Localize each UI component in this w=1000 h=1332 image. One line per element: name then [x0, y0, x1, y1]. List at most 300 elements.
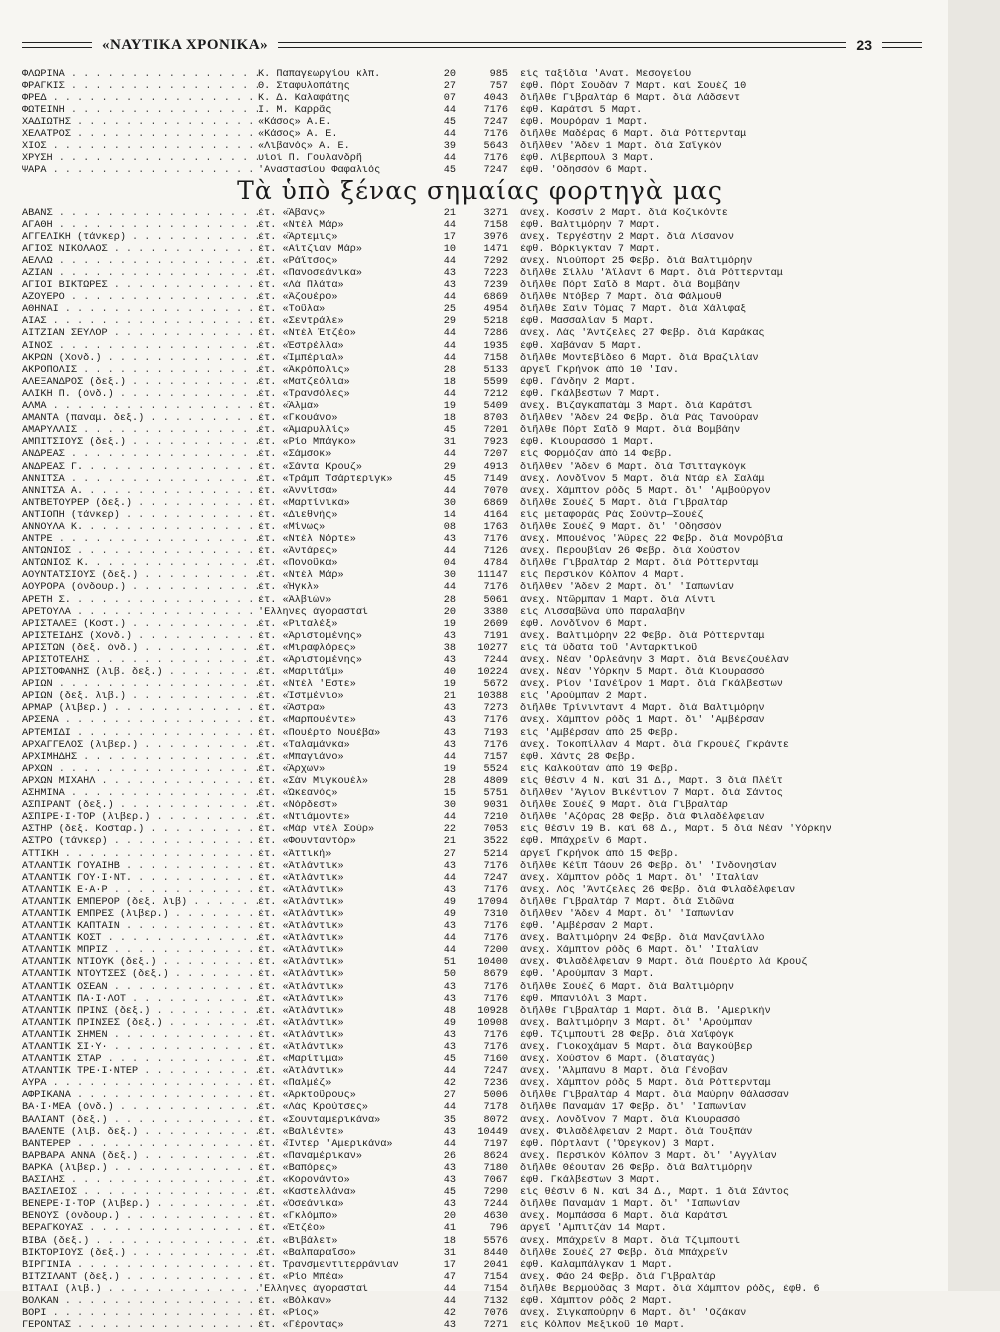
ship-row	[22, 509, 862, 521]
ship-owner: ἐτ. «Ντὲλ 'Εστε»	[258, 679, 356, 691]
ship-year: 17	[443, 231, 456, 243]
ship-tonnage: 1471	[483, 243, 508, 255]
ship-row	[22, 981, 862, 993]
ship-name: ΦΛΩΡΙΝΑ . . .	[22, 69, 258, 80]
ship-row	[22, 1175, 862, 1187]
ship-row	[22, 727, 862, 739]
ship-owner: ἐτ. «Πανοσεάνικα»	[258, 268, 362, 280]
ship-voyage: ἐφθ. Γκάλβεστων 7 Μαρτ.	[520, 388, 661, 400]
foreign-flag-list	[22, 207, 862, 1332]
ship-row	[22, 104, 862, 116]
ship-tonnage: 3271	[483, 207, 508, 219]
ship-name: ΑΝΝΙΤΣΑ . . .	[22, 474, 258, 485]
ship-voyage: διῆλθε 'Αζόρας 28 Φεβρ. διὰ Φιλαδέλφειαν	[520, 812, 765, 824]
ship-tonnage: 7149	[483, 473, 508, 485]
ship-row	[22, 945, 862, 957]
ship-tonnage: 5214	[483, 848, 508, 860]
ship-owner: ἐτ. «Ἀτλάντικ»	[258, 884, 344, 896]
ship-voyage: ἀνεχ. Νέαν 'Ορλεάνην 3 Μαρτ. διὰ Βενεζουέλαν	[520, 655, 789, 667]
ship-owner: ἐτ. «Ἀτλάντικ»	[258, 993, 344, 1005]
ship-year: 44	[443, 219, 456, 231]
ship-row	[22, 1162, 862, 1174]
ship-owner: ἐτ. «Ντὲλ Μάρ»	[258, 219, 344, 231]
ship-tonnage: 8679	[483, 969, 508, 981]
ship-row	[22, 231, 862, 243]
ship-voyage: διῆλθε Γιβραλτὰρ 7 Μαρτ. διὰ Σιδῶνα	[520, 896, 734, 908]
ship-row	[22, 473, 862, 485]
ship-owner: υἱοὶ Π. Γουλανδρῆ	[258, 153, 362, 165]
ship-owner: ἐτ. «Ἀτλάντικ»	[258, 1005, 344, 1017]
ship-voyage: ἀνεχ. Χάμπτον ρόδς 1 Μαρτ. δι' 'Αμβέρσαν	[520, 715, 765, 727]
ship-tonnage: 5409	[483, 401, 508, 413]
ship-name: ΑΓΓΕΛΙΚΗ (τάνκερ) . . .	[22, 232, 258, 243]
ship-name: ΑΤΛΑΝΤΙΚ ΕΜΠΕΡΟΡ (δεξ. λιβ) . . .	[22, 897, 258, 908]
ship-owner: ἐτ. «Γκουάνο»	[258, 413, 338, 425]
ship-row	[22, 1029, 862, 1041]
ship-voyage: ἀνεχ. 'Άλμπανυ 8 Μαρτ. διὰ Γένοβαν	[520, 1066, 728, 1078]
ship-tonnage: 5006	[483, 1090, 508, 1102]
ship-voyage: διῆλθεν 'Άγιον Βικέντιον 7 Μαρτ. διὰ Σάντος	[520, 788, 783, 800]
ship-row	[22, 68, 862, 80]
ship-owner: ἐτ. «Ντὲλ Νόρτε»	[258, 534, 356, 546]
ship-year: 29	[443, 461, 456, 473]
ship-name: ΑΤΛΑΝΤΙΚ ΤΡΕ·Ι·ΝΤΕΡ . . .	[22, 1066, 258, 1077]
ship-voyage: εἰς τὰ ὕδατα τοῦ 'Ανταρκτικοῦ	[520, 642, 698, 654]
ship-voyage: διῆλθε Γιβραλτὰρ 2 Μαρτ. διὰ Ρόττερνταμ	[520, 558, 759, 570]
ship-tonnage: 17094	[477, 896, 508, 908]
ship-year: 20	[443, 68, 456, 80]
ship-name: ΑΖΙΑΝ . . .	[22, 268, 258, 279]
ship-year: 39	[443, 141, 456, 153]
ship-year: 44	[443, 340, 456, 352]
ship-row	[22, 219, 862, 231]
ship-voyage: εἰς μεταφορὰς Ρὰς Σούντρ—Σουὲζ	[520, 509, 704, 521]
ship-row	[22, 606, 862, 618]
ship-voyage: ἐφθ. Κιουρασσὸ 1 Μαρτ.	[520, 437, 655, 449]
ship-tonnage: 985	[489, 68, 508, 80]
ship-name: ΑΤΛΑΝΤΙΚ ΝΤΟΥΤΣΕΣ (δεξ.) . . .	[22, 969, 258, 980]
ship-row	[22, 558, 862, 570]
ship-tonnage: 7154	[483, 1283, 508, 1295]
ship-owner: ἐτ. «Ἀκρόπολις»	[258, 364, 350, 376]
ship-name: ΒΟΡΙ . . .	[22, 1308, 258, 1319]
ship-name: ΑΤΛΑΝΤΙΚ ΣΗΜΕΝ . . .	[22, 1030, 258, 1041]
ship-year: 49	[443, 908, 456, 920]
ship-row	[22, 316, 862, 328]
ship-year: 27	[443, 1090, 456, 1102]
ship-name: ΑΝΤΙΟΠΗ (τάνκερ) . . .	[22, 510, 258, 521]
ship-tonnage: 7053	[483, 824, 508, 836]
ship-row	[22, 328, 862, 340]
ship-row	[22, 1283, 862, 1295]
ship-row	[22, 388, 862, 400]
ship-tonnage: 2041	[483, 1259, 508, 1271]
ship-voyage: ἐφθ. Λίβερπουλ 3 Μαρτ.	[520, 153, 655, 165]
ship-voyage: διῆλθε Παναμὰν 1 Μαρτ. δι' 'Ιαπωνίαν	[520, 1199, 741, 1211]
ship-row	[22, 667, 862, 679]
ship-voyage: διῆλθεν 'Άδεν 24 Φεβρ. διὰ Ρὰς Τανούραν	[520, 413, 759, 425]
ship-tonnage: 7212	[483, 388, 508, 400]
ship-voyage: διῆλθε Σουὲζ 9 Μαρτ. διὰ Γιβραλτὰρ	[520, 800, 728, 812]
ship-owner: ἐτ. «Βαπόρες»	[258, 1162, 338, 1174]
ship-name: ΑΛΕΞΑΝΔΡΟΣ (δεξ.) . . .	[22, 377, 258, 388]
ship-tonnage: 7160	[483, 1054, 508, 1066]
ship-owner: ἐτ. «Ὠκεανὸς»	[258, 788, 338, 800]
ship-name: ΒΑΡΒΑΡΑ ΑΝΝΑ (δεξ.) . . .	[22, 1151, 258, 1162]
ship-name: ΑΤΛΑΝΤΙΚ ΚΑΠΤΑΙΝ . . .	[22, 921, 258, 932]
ship-tonnage: 7176	[483, 153, 508, 165]
ship-name: ΑΡΤΕΜΙΔΙ . . .	[22, 728, 258, 739]
ship-year: 51	[443, 957, 456, 969]
ship-name: ΑΝΤΩΝΙΟΣ . . .	[22, 546, 258, 557]
ship-name: ΦΩΤΕΙΝΗ . . .	[22, 105, 258, 116]
ship-year: 28	[443, 594, 456, 606]
ship-owner: Ι. Μ. Καρρᾶς	[258, 104, 332, 116]
ship-year: 44	[443, 328, 456, 340]
ship-name: ΑΓΙΟΙ ΒΙΚΤΩΡΕΣ . . .	[22, 280, 258, 291]
ship-tonnage: 7244	[483, 655, 508, 667]
ship-voyage: ἀνεχ. Χούστον 6 Μαρτ. (διαταγὰς)	[520, 1054, 716, 1066]
ship-owner: ἐτ. «Ἄστρα»	[258, 703, 326, 715]
ship-tonnage: 7923	[483, 437, 508, 449]
ship-voyage: εἰς Λισσαβῶνα ὑπὸ παραλαβὴν	[520, 606, 686, 618]
ship-tonnage: 10449	[477, 1126, 508, 1138]
ship-year: 21	[443, 691, 456, 703]
ship-row	[22, 364, 862, 376]
ship-owner: «Κάσος» Α. Ε.	[258, 129, 338, 141]
ship-year: 17	[443, 1259, 456, 1271]
ship-year: 30	[443, 800, 456, 812]
ship-row	[22, 836, 862, 848]
ship-year: 44	[443, 1102, 456, 1114]
ship-year: 44	[443, 292, 456, 304]
ship-voyage: διῆλθε Βερμούδας 3 Μαρτ. διὰ Χάμπτον ρόδς, ἐφθ. 6	[520, 1283, 820, 1295]
ship-row	[22, 401, 862, 413]
ship-year: 43	[443, 1320, 456, 1332]
ship-tonnage: 7076	[483, 1308, 508, 1320]
ship-tonnage: 4784	[483, 558, 508, 570]
ship-voyage: ἀνεχ. Λονδῖνον 5 Μαρτ. διὰ Ντὰρ ἐλ Σαλὰμ	[520, 473, 765, 485]
ship-year: 30	[443, 570, 456, 582]
ship-name: ΑΚΡΩΝ (Χονδ.) . . .	[22, 353, 258, 364]
ship-year: 29	[443, 316, 456, 328]
ship-year: 27	[443, 80, 456, 92]
ship-name: ΑΙΝΟΣ . . .	[22, 341, 258, 352]
ship-voyage: διῆλθεν 'Άδεν 2 Μαρτ. δι' 'Ιαπωνίαν	[520, 582, 734, 594]
ship-name: ΒΙΡΓΙΝΙΑ . . .	[22, 1260, 258, 1271]
ship-row	[22, 1235, 862, 1247]
ship-year: 45	[443, 425, 456, 437]
ship-voyage: διῆλθε Πόρτ Σαΐδ 9 Μαρτ. διὰ Βομβάην	[520, 425, 741, 437]
ship-year: 49	[443, 1017, 456, 1029]
ship-owner: ἐτ. «Ρίος»	[258, 1308, 320, 1320]
ship-owner: ἐτ. «Ἀτλάντικ»	[258, 872, 344, 884]
ship-year: 43	[443, 884, 456, 896]
ship-owner: ἐτ. «Γέροντας»	[258, 1320, 344, 1332]
ship-name: ΑΡΙΣΤΕΙΔΗΣ (Χονδ.) . . .	[22, 631, 258, 642]
ship-owner: ἐτ. «Σουνταμερικάνα»	[258, 1114, 381, 1126]
ship-row	[22, 92, 862, 104]
ship-name: ΑΡΧΑΓΓΕΛΟΣ (λιβερ.) . . .	[22, 740, 258, 751]
ship-tonnage: 7132	[483, 1295, 508, 1307]
ship-year: 25	[443, 304, 456, 316]
ship-name: ΧΑΔΙΩΤΗΣ . . .	[22, 117, 258, 128]
ship-name: ΑΣΤΗΡ (δεξ. Κοσταρ.) . . .	[22, 824, 258, 835]
ship-voyage: ἐφθ. Τζιμπουτὶ 28 Φεβρ. διὰ Χαϊφὸγκ	[520, 1029, 734, 1041]
ship-voyage: ἀργεῖ Γκρήνοκ ἀπὸ 10 'Ιαν.	[520, 364, 679, 376]
ship-voyage: ἀνεχ. Νιούπορτ 25 Φεβρ. διὰ Βαλτιμόρην	[520, 255, 753, 267]
ship-name: ΑΜΠΙΤΣΙΟΥΣ (δεξ.) . . .	[22, 437, 258, 448]
ship-row	[22, 1211, 862, 1223]
ship-tonnage: 5133	[483, 364, 508, 376]
ship-year: 38	[443, 642, 456, 654]
ship-voyage: ἐφθ. Πόρτλαντ ('Όρεγκον) 3 Μαρτ.	[520, 1138, 716, 1150]
ship-row	[22, 1005, 862, 1017]
ship-voyage: διῆλθε Γιβραλτὰρ 1 Μαρτ. διὰ Β. 'Αμερικὴν	[520, 1005, 771, 1017]
ship-tonnage: 5643	[483, 141, 508, 153]
ship-name: ΑΡΜΑΡ (λιβερ.) . . .	[22, 703, 258, 714]
ship-year: 45	[443, 1187, 456, 1199]
ship-row	[22, 1320, 862, 1332]
ship-year: 47	[443, 1271, 456, 1283]
ship-owner: ἐτ. «Ἀτλάντικ»	[258, 1029, 344, 1041]
ship-voyage: ἀνεχ. Μπάχρεϊν 8 Μαρτ. διὰ Τζιμπουτὶ	[520, 1235, 741, 1247]
ship-row	[22, 993, 862, 1005]
ship-voyage: ἐφθ. Γάνδην 2 Μαρτ.	[520, 376, 637, 388]
ship-name: ΑΡΕΤΟΥΛΑ . . .	[22, 607, 258, 618]
ship-year: 43	[443, 981, 456, 993]
ship-name: ΒΕΝΟΥΣ (ὀνδουρ.) . . .	[22, 1211, 258, 1222]
ship-year: 43	[443, 268, 456, 280]
ship-name: ΑΓΑΘΗ . . .	[22, 220, 258, 231]
ship-year: 43	[443, 655, 456, 667]
ship-tonnage: 7247	[483, 1066, 508, 1078]
ship-year: 44	[443, 352, 456, 364]
ship-owner: ἐτ. «Ἐτζέο»	[258, 1223, 326, 1235]
ship-tonnage: 796	[489, 1223, 508, 1235]
ship-tonnage: 7070	[483, 485, 508, 497]
ship-voyage: διῆλθε Κέϊπ Τάουν 26 Φεβρ. δι' 'Ινδονησίαν	[520, 860, 777, 872]
ship-tonnage: 7236	[483, 1078, 508, 1090]
ship-year: 44	[443, 104, 456, 116]
ship-row	[22, 969, 862, 981]
ship-voyage: διῆλθε Σουὲζ 9 Μαρτ. δι' 'Οδησσὸν	[520, 521, 722, 533]
ship-name: ΒΙΤΖΙΛΑΝΤ (δεξ.) . . .	[22, 1272, 258, 1283]
ship-row	[22, 352, 862, 364]
ship-name: ΑΡΙΣΤΩΝ (δεξ. ὀνδ.) . . .	[22, 643, 258, 654]
ship-year: 15	[443, 788, 456, 800]
ship-year: 43	[443, 534, 456, 546]
ship-voyage: εἰς 'Αμβέρσαν ἀπὸ 25 Φεβρ.	[520, 727, 679, 739]
ship-owner: ἐτ. «Ἄβανς»	[258, 207, 326, 219]
ship-year: 10	[443, 243, 456, 255]
ship-tonnage: 7286	[483, 328, 508, 340]
ship-owner: ἐτ. «Μιραφλόρες»	[258, 642, 356, 654]
ship-tonnage: 5218	[483, 316, 508, 328]
ship-row	[22, 413, 862, 425]
ship-year: 27	[443, 848, 456, 860]
ship-owner: ἐτ. «Μίνως»	[258, 521, 326, 533]
ship-tonnage: 7271	[483, 1320, 508, 1332]
ship-row	[22, 630, 862, 642]
ship-owner: ἐτ. «Ἰμπέριαλ»	[258, 352, 344, 364]
ship-voyage: διῆλθε Σουὲζ 27 Φεβρ. διὰ Μπάχρεϊν	[520, 1247, 728, 1259]
ship-owner: ἐτ. «Διεθνὴς»	[258, 509, 338, 521]
ship-tonnage: 10928	[477, 1005, 508, 1017]
ship-voyage: ἐφθ. Χάμπτον ρόδς 2 Μαρτ.	[520, 1295, 673, 1307]
ship-voyage: ἀνεχ. Φάο 24 Φεβρ. διὰ Γιβραλτὰρ	[520, 1271, 716, 1283]
ship-tonnage: 7176	[483, 1029, 508, 1041]
ship-voyage: ἀνεχ. Χάμπτον ρόδς 5 Μαρτ. διὰ Ρόττερνταμ	[520, 1078, 771, 1090]
ship-row	[22, 1041, 862, 1053]
ship-year: 45	[443, 1054, 456, 1066]
ship-name: ΑΛΜΑ . . .	[22, 401, 258, 412]
ship-voyage: εἰς Φορμόζαν ἀπὸ 14 Φεβρ.	[520, 449, 673, 461]
scan-margin	[948, 0, 1000, 1291]
ship-name: ΒΑΛΙΑΝΤ (δεξ.) . . .	[22, 1115, 258, 1126]
ship-tonnage: 2609	[483, 618, 508, 630]
ship-voyage: διῆλθε Σουὲζ 6 Μαρτ. διὰ Βαλτιμόρην	[520, 981, 734, 993]
ship-owner: ἐτ. «Ἀτλάντικ»	[258, 957, 344, 969]
ship-name: ΑΤΛΑΝΤΙΚ ΣΙ·Υ· . . .	[22, 1042, 258, 1053]
ship-row	[22, 340, 862, 352]
ship-voyage: ἐφθ. Βαλτιμόρην 7 Μαρτ.	[520, 219, 661, 231]
ship-year: 21	[443, 207, 456, 219]
ship-row	[22, 255, 862, 267]
ship-row	[22, 1078, 862, 1090]
ship-row	[22, 1066, 862, 1078]
ship-owner: ἐτ. «Ἴντερ 'Αμερικάνα»	[258, 1138, 393, 1150]
ship-tonnage: 7310	[483, 908, 508, 920]
ship-voyage: διῆλθε Γιβραλτὰρ 4 Μαρτ. διὰ Μαύρην Θάλασσαν	[520, 1090, 789, 1102]
ship-tonnage: 7191	[483, 630, 508, 642]
ship-year: 44	[443, 449, 456, 461]
ship-owner: ἐτ. «Ταλαμάνκα»	[258, 739, 350, 751]
ship-tonnage: 5672	[483, 679, 508, 691]
ship-owner: ἐτ. «Ἀτλάντικ»	[258, 1042, 344, 1054]
ship-voyage: εἰς ταξίδια 'Ανατ. Μεσογείου	[520, 68, 692, 80]
ship-tonnage: 6869	[483, 497, 508, 509]
ship-year: 26	[443, 1150, 456, 1162]
ship-tonnage: 7200	[483, 945, 508, 957]
ship-name: ΑΣΠΙΡΑΝΤ (δεξ.) . . .	[22, 800, 258, 811]
ship-row	[22, 521, 862, 533]
ship-owner: ἐτ. «Παναμέρικαν»	[258, 1150, 362, 1162]
ship-year: 30	[443, 497, 456, 509]
ship-row	[22, 292, 862, 304]
ship-year: 43	[443, 860, 456, 872]
ship-name: ΒΟΛΚΑΝ . . .	[22, 1296, 258, 1307]
ship-row	[22, 207, 862, 219]
ship-name: ΑΟΥΝΤΑΤΣΙΟΥΣ (δεξ.) . . .	[22, 570, 258, 581]
ship-row	[22, 304, 862, 316]
ship-owner: ἐτ. «Τράμπ Τσάρτεριγκ»	[258, 473, 393, 485]
ship-voyage: ἀνεχ. Λὰς 'Άντζελες 27 Φεβρ. διὰ Καράκας	[520, 328, 765, 340]
ship-voyage: ἀνεχ. Λονδῖνον 7 Μαρτ. διὰ Κιουρασσὸ	[520, 1114, 741, 1126]
ship-owner: ἐτ. «Σάντα Κρουζ»	[258, 461, 362, 473]
ship-name: ΑΡΙΣΤΟΦΑΝΗΣ (λιβ. δεξ.) . . .	[22, 667, 258, 678]
ship-tonnage: 8440	[483, 1247, 508, 1259]
ship-year: 35	[443, 1114, 456, 1126]
ship-row	[22, 280, 862, 292]
ship-owner: ἐτ. «Ράϊτσος»	[258, 255, 338, 267]
ship-voyage: ἀνεχ. Χάμπτον ρόδς 1 Μαρτ. δι' 'Ιταλίαν	[520, 872, 759, 884]
ship-year: 40	[443, 667, 456, 679]
ship-owner: ἐτ. «Ἀντάρες»	[258, 546, 338, 558]
ship-year: 19	[443, 679, 456, 691]
ship-name: ΑΓΙΟΣ ΝΙΚΟΛΑΟΣ . . .	[22, 244, 258, 255]
ship-row	[22, 128, 862, 140]
ship-tonnage: 4809	[483, 775, 508, 787]
ship-row	[22, 80, 862, 92]
ship-tonnage: 8072	[483, 1114, 508, 1126]
ship-row	[22, 243, 862, 255]
ship-voyage: ἀνεχ. Βαλτιμόρην 3 Μαρτ. δι' 'Αρούμπαν	[520, 1017, 753, 1029]
ship-year: 18	[443, 413, 456, 425]
ship-owner: ἐτ. «Ἀτλάντικ»	[258, 1017, 344, 1029]
ship-tonnage: 7244	[483, 1199, 508, 1211]
ship-voyage: διῆλθε Μαδέρας 6 Μαρτ. διὰ Ρόττερνταμ	[520, 129, 747, 141]
ship-year: 44	[443, 872, 456, 884]
ship-name: ΑΤΛΑΝΤΙΚ Ε·Α·Ρ . . .	[22, 885, 258, 896]
ship-name: ΑΚΡΟΠΟΛΙΣ . . .	[22, 365, 258, 376]
ship-voyage: ἀνεχ. Βιζαγκαπατὰμ 3 Μαρτ. διὰ Καράτσι	[520, 401, 753, 413]
ship-year: 43	[443, 727, 456, 739]
ship-tonnage: 7176	[483, 739, 508, 751]
ship-tonnage: 7176	[483, 921, 508, 933]
ship-voyage: διῆλθε Πόρτ Σαΐδ 8 Μαρτ. διὰ Βομβάην	[520, 280, 741, 292]
ship-row	[22, 642, 862, 654]
ship-name: ΑΤΛΑΝΤΙΚ ΜΠΡΙΖ . . .	[22, 945, 258, 956]
ship-year: 28	[443, 364, 456, 376]
ship-row	[22, 461, 862, 473]
ship-owner: ἐτ. «Τρανσόλες»	[258, 388, 350, 400]
ship-year: 43	[443, 1042, 456, 1054]
ship-owner: «Κάσος» Α.Ε.	[258, 116, 332, 128]
ship-year: 22	[443, 824, 456, 836]
ship-name: ΨΑΡΑ . . .	[22, 165, 258, 176]
ship-voyage: ἀνεχ. Σιγκαπούρην 6 Μαρτ. δι' 'Οζάκαν	[520, 1308, 747, 1320]
greek-flag-list	[22, 68, 862, 177]
ship-row	[22, 1223, 862, 1235]
ship-name: ΑΥΡΑ . . .	[22, 1078, 258, 1089]
ship-year: 43	[443, 993, 456, 1005]
ship-owner: ἐτ. «Γκλόμπο»	[258, 1211, 338, 1223]
ship-year: 18	[443, 376, 456, 388]
ship-owner: ἐτ. «Ἄρχων»	[258, 763, 326, 775]
ship-owner: ἐτ. «Αἴτζιαν Μάρ»	[258, 243, 362, 255]
ship-tonnage: 7176	[483, 860, 508, 872]
ship-tonnage: 10224	[477, 667, 508, 679]
ship-voyage: ἀνεχ. Βαλτιμόρην 24 Φεβρ. διὰ Μανζανίλλο	[520, 933, 765, 945]
ship-voyage: ἐφθ. Χαβάναν 5 Μαρτ.	[520, 340, 643, 352]
ship-name: ΑΝΝΟΥΛΑ Κ. . . .	[22, 522, 258, 533]
magazine-title: «ΝΑΥΤΙΚΑ ΧΡΟΝΙΚΑ»	[102, 36, 269, 53]
ship-owner: ἐτ. «Ἀρκτοῦρους»	[258, 1090, 356, 1102]
ship-row	[22, 376, 862, 388]
ship-voyage: ἀνεχ. Περσικὸν Κόλπον 3 Μαρτ. δι' 'Αγγλίαν	[520, 1150, 777, 1162]
ship-row	[22, 812, 862, 824]
ship-owner: ἐτ. «Ριταλέξ»	[258, 618, 338, 630]
ship-owner: ἐτ. «Ἀζουέρο»	[258, 292, 338, 304]
ship-owner: ἐτ. «Καστελλάνα»	[258, 1187, 356, 1199]
ship-year: 44	[443, 485, 456, 497]
ship-year: 43	[443, 1029, 456, 1041]
ship-voyage: διῆλθε Ντόβερ 7 Μαρτ. διὰ Φάλμουθ	[520, 292, 722, 304]
ship-tonnage: 7154	[483, 1271, 508, 1283]
ship-row	[22, 425, 862, 437]
ship-row	[22, 546, 862, 558]
